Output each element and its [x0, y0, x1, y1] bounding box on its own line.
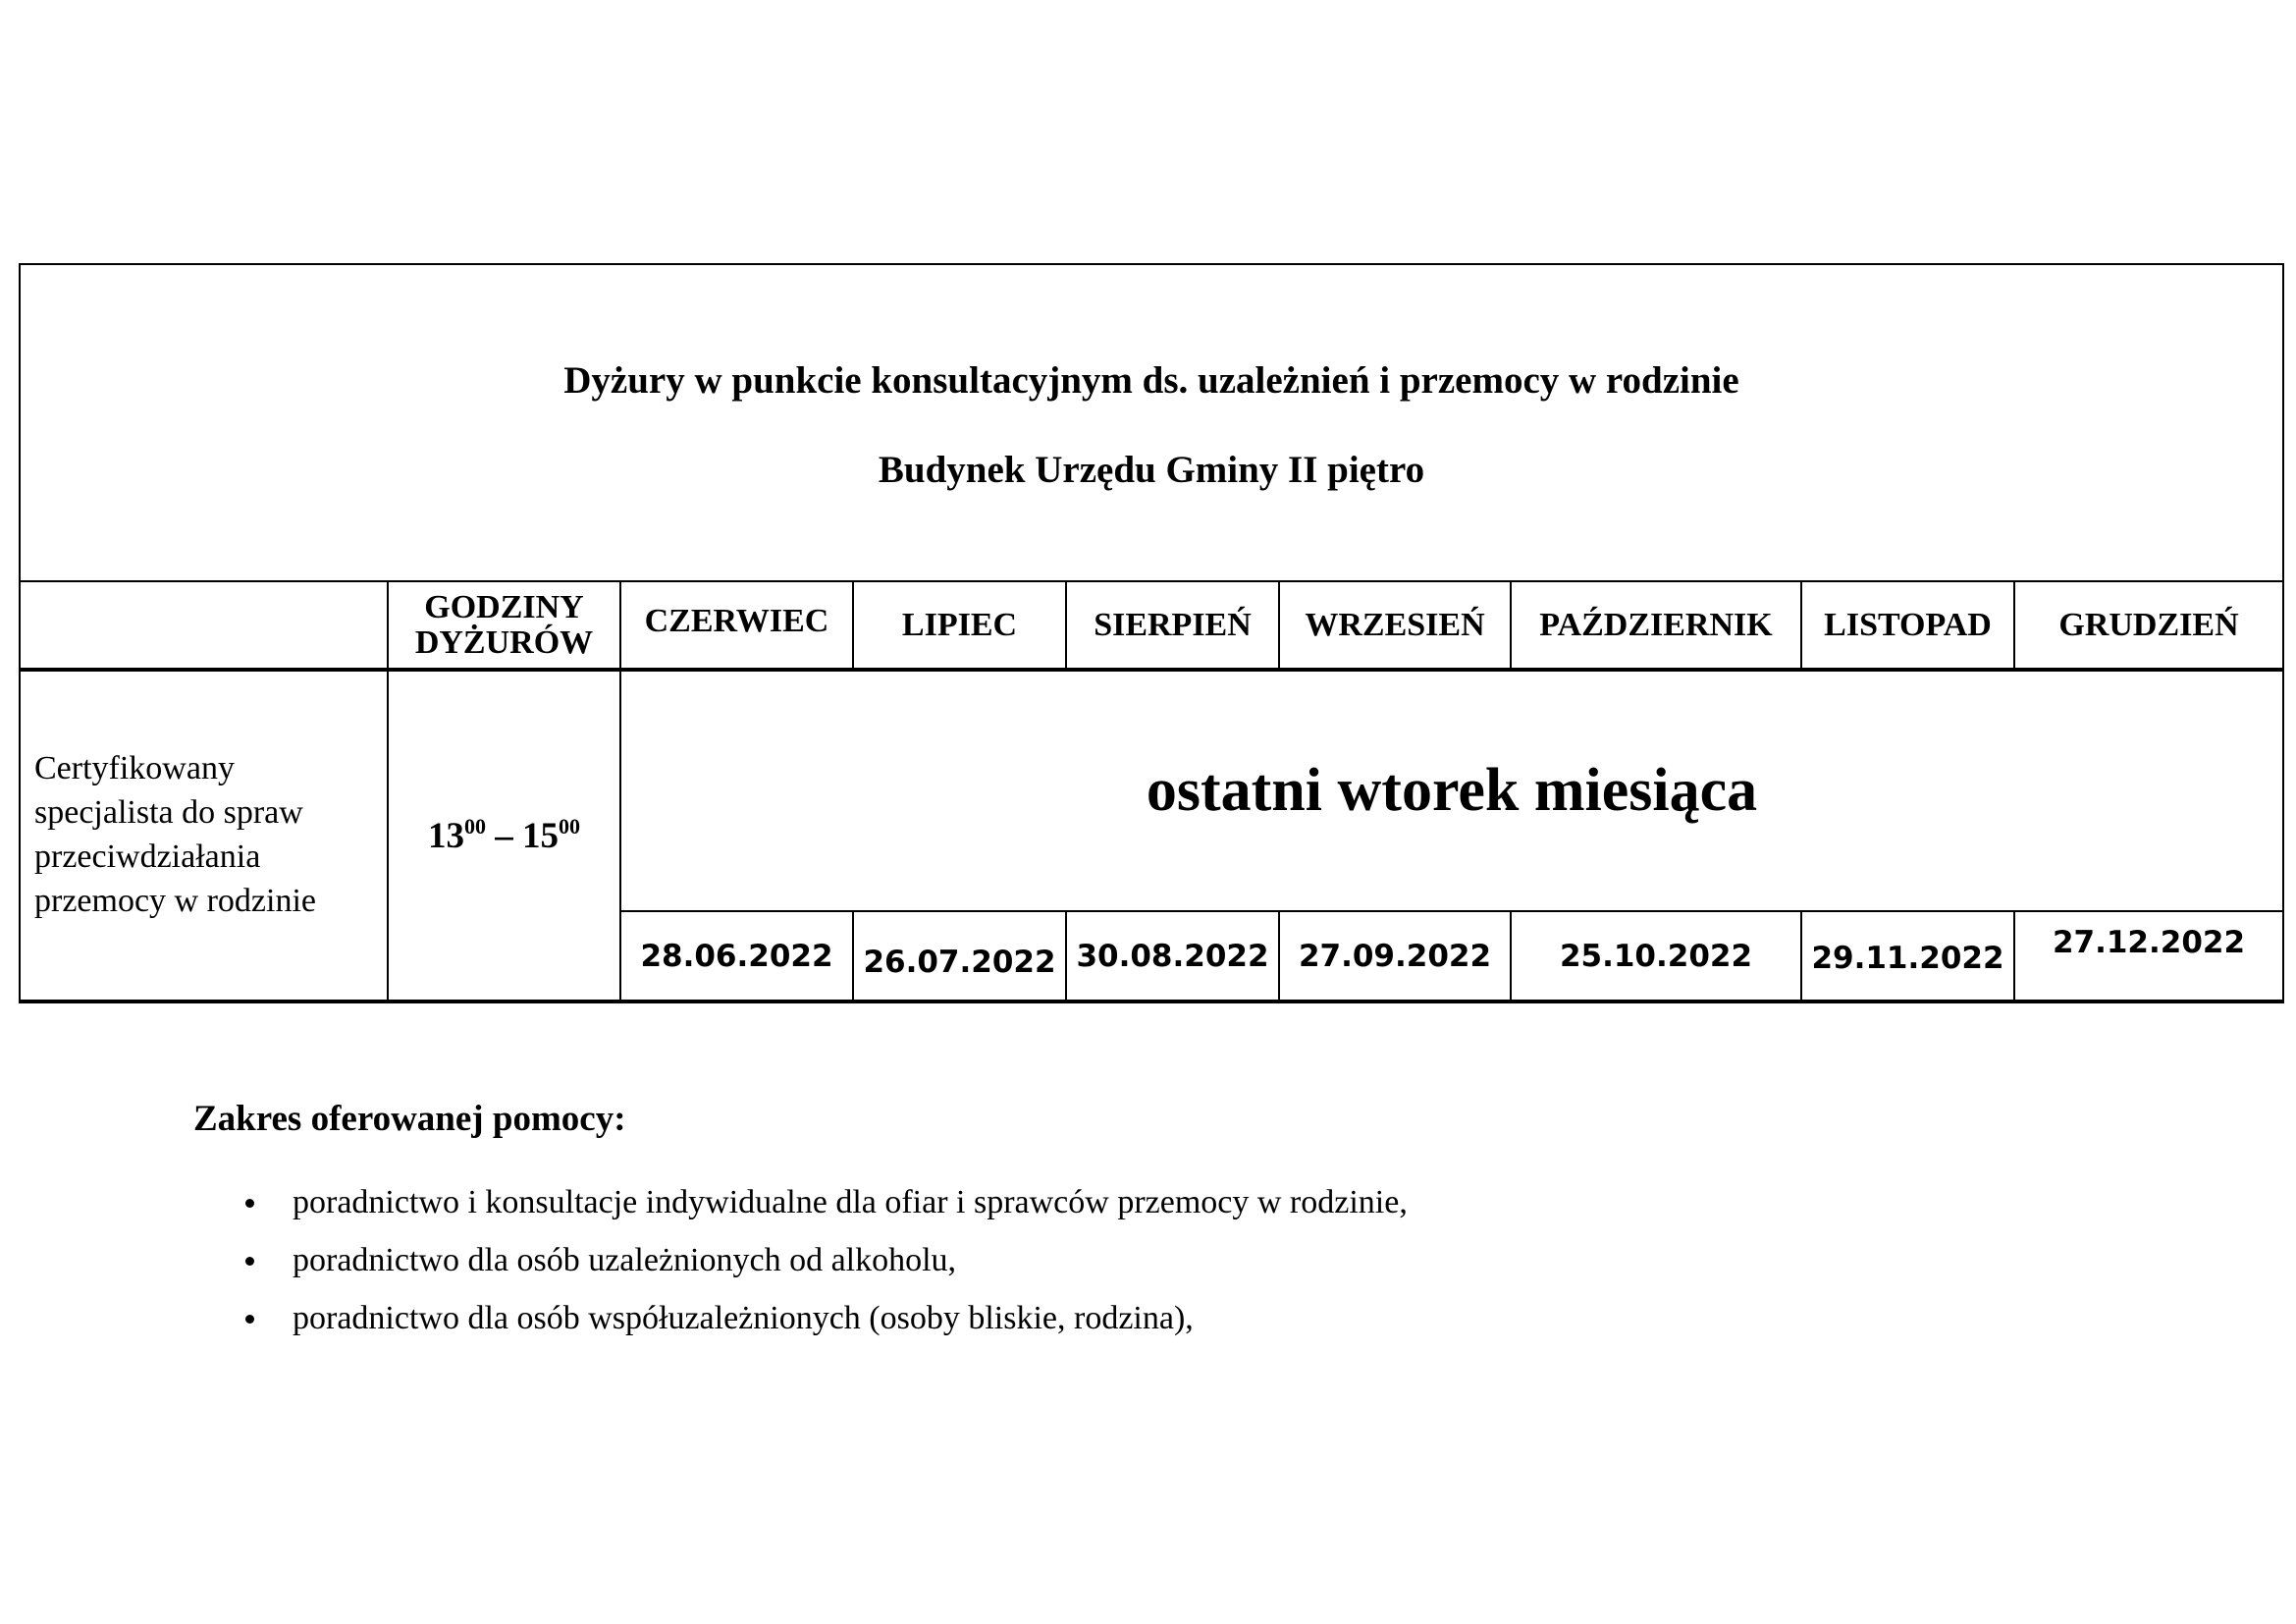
duty-date: 27.12.2022	[2052, 924, 2246, 960]
duty-hours	[389, 672, 619, 1000]
duty-date: 25.10.2022	[1559, 938, 1753, 974]
column-header-hours: GODZINY DYŻURÓW	[414, 588, 594, 661]
list-item	[240, 1173, 1408, 1231]
column-header-month: GRUDZIEŃ	[2058, 606, 2239, 643]
specialist-role: Certyfikowany specjalista do spraw przeciwdziałania przemocy w rodzinie	[34, 750, 316, 919]
column-header-month: CZERWIEC	[644, 603, 829, 639]
duty-date: 28.06.2022	[640, 938, 833, 974]
list-item	[240, 1231, 1408, 1289]
column-header-month: SIERPIEŃ	[1094, 606, 1252, 643]
list-item-text: poradnictwo i konsultacje indywidualne dla ofiar i sprawców przemocy w rodzinie,	[293, 1184, 1408, 1220]
bullet-icon	[245, 1315, 254, 1324]
hours-end-minutes: 00	[559, 813, 580, 839]
bullet-icon	[245, 1257, 254, 1266]
list-item-text: poradnictwo dla osób uzależnionych od alkoholu,	[293, 1242, 957, 1278]
list-item-text: poradnictwo dla osób współuzależnionych (osoby bliskie, rodzina),	[293, 1300, 1194, 1336]
schedule-table	[19, 263, 2284, 1003]
hours-start: 13	[428, 815, 464, 856]
duty-date: 26.07.2022	[863, 944, 1056, 980]
table-title-block	[21, 265, 2282, 581]
help-section-title: Zakres oferowanej pomocy:	[193, 1099, 626, 1139]
hours-start-minutes: 00	[464, 813, 486, 839]
hours-end: 15	[522, 815, 559, 856]
column-header-month: WRZESIEŃ	[1305, 606, 1485, 643]
table-title: Dyżury w punkcie konsultacyjnym ds. uzależnień i przemocy w rodzinie	[563, 359, 1739, 402]
hours-separator: –	[486, 815, 522, 856]
duty-rule: ostatni wtorek miesiąca	[1146, 757, 1758, 824]
duty-date: 30.08.2022	[1076, 938, 1269, 974]
help-list	[240, 1173, 1408, 1347]
column-header-month: LISTOPAD	[1824, 606, 1992, 643]
column-header-month: LIPIEC	[901, 606, 1018, 643]
duty-date: 27.09.2022	[1298, 938, 1492, 974]
table-subtitle: Budynek Urzędu Gminy II piętro	[878, 449, 1425, 491]
column-header-month: PAŹDZIERNIK	[1539, 606, 1773, 643]
bullet-icon	[245, 1199, 254, 1208]
duty-date: 29.11.2022	[1811, 940, 2004, 976]
list-item	[240, 1289, 1408, 1347]
